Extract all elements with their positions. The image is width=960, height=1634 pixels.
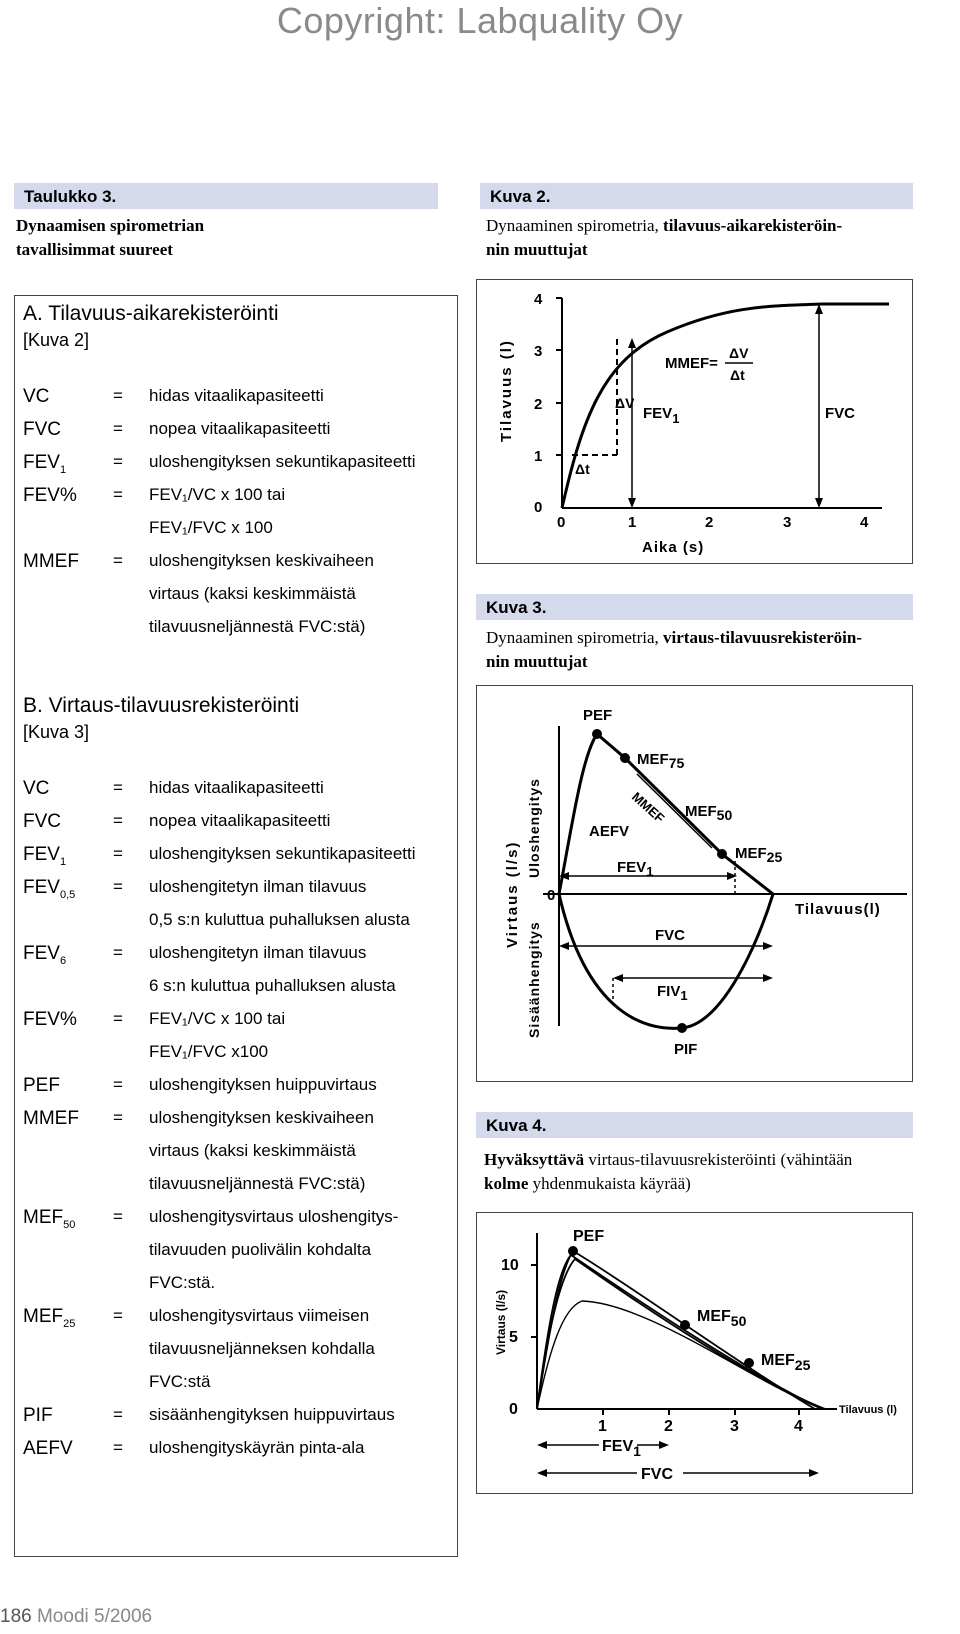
section-b-row (23, 1108, 453, 1132)
fig3-mef50-label: MEF50 (685, 803, 733, 823)
fig3-pif-label: PIF (674, 1041, 698, 1058)
fig2-caption (486, 214, 842, 262)
fig3-y-label-main: Virtaus (l/s) (504, 840, 521, 948)
equals-sign: = (113, 386, 123, 405)
fig4-caption (484, 1148, 852, 1196)
copyright-watermark: Copyright: Labquality Oy (276, 0, 684, 41)
term-label: FVC (23, 419, 61, 440)
equals-sign: = (113, 778, 123, 797)
fig2-caption-bold1: tilavuus-aikarekisteröin- (663, 216, 843, 235)
page-footer (0, 1606, 152, 1628)
term-description: uloshengityksen sekuntikapasiteetti (149, 452, 416, 471)
abbreviations-table (14, 295, 458, 1557)
section-a-row (23, 419, 453, 443)
table-header: Taulukko 3. (14, 183, 438, 209)
fig3-caption-bold1: virtaus-tilavuusrekisteröin- (663, 628, 862, 647)
fig2-chart (477, 280, 912, 563)
term-label: AEFV (23, 1438, 73, 1459)
term-description: nopea vitaalikapasiteetti (149, 811, 331, 830)
equals-sign: = (113, 943, 123, 962)
fig4-ytick-5: 5 (509, 1329, 518, 1346)
equals-sign: = (113, 1075, 123, 1094)
section-a-row (23, 386, 453, 410)
fig3-y-label-up: Uloshengitys (526, 778, 542, 878)
fig3-fvc-label: FVC (655, 927, 685, 944)
fig3-mef75-label: MEF75 (637, 751, 685, 771)
fig4-curve-2 (537, 1255, 822, 1409)
fig2-ytick-2: 2 (534, 396, 543, 413)
fig3-zero-label: 0 (547, 887, 556, 904)
section-a-row (23, 518, 453, 542)
term-description: uloshengityksen sekuntikapasiteetti (149, 844, 416, 863)
fig4-xtick-3: 3 (730, 1418, 739, 1435)
fig3-mef25-label: MEF25 (735, 845, 783, 865)
section-a-row (23, 584, 453, 608)
section-b-row (23, 976, 453, 1000)
fig3-chart (477, 686, 912, 1081)
fig2-xtick-1: 1 (628, 514, 637, 531)
fig4-xtick-4: 4 (794, 1418, 803, 1435)
fig4-tick-marks (531, 1265, 799, 1415)
page-number: 186 (0, 1606, 32, 1627)
fig4-caption-bold1: Hyväksyttävä (484, 1150, 585, 1169)
fig2-dt-label: Δt (575, 461, 590, 477)
term-label: FEV% (23, 485, 77, 506)
term-description: FEV₁/VC x 100 tai (149, 1009, 286, 1028)
term-label: MMEF (23, 1108, 79, 1129)
section-a-row (23, 452, 453, 476)
journal-name: Moodi 5/2006 (36, 1606, 153, 1627)
fig2-fvc-label: FVC (825, 405, 855, 422)
term-description: hidas vitaalikapasiteetti (149, 778, 324, 797)
fig3-aefv-label: AEFV (589, 823, 630, 840)
section-b-row (23, 1207, 453, 1231)
term-description: uloshengityksen huippuvirtaus (149, 1075, 377, 1094)
term-label: FEV% (23, 1009, 77, 1030)
fig2-ytick-4: 4 (534, 291, 543, 308)
equals-sign: = (113, 1405, 123, 1424)
fig3-caption-bold2: nin muuttujat (486, 652, 588, 671)
section-a-row (23, 485, 453, 509)
fig2-mmef-dt: Δt (730, 367, 745, 383)
fig4-fev1-label: FEV1 (602, 1438, 641, 1459)
term-description: nopea vitaalikapasiteetti (149, 419, 331, 438)
fig3-fev1-label: FEV1 (617, 859, 654, 879)
fig2-fev-label: FEV1 (643, 405, 680, 426)
equals-sign: = (113, 1207, 123, 1226)
term-label: MMEF (23, 551, 79, 572)
fig4-xtick-2: 2 (664, 1418, 673, 1435)
fig4-header: Kuva 4. (476, 1112, 913, 1138)
table-caption (16, 214, 204, 262)
section-b-row (23, 1339, 453, 1363)
fig2-ytick-1: 1 (534, 448, 543, 465)
fig4-mef25-label: MEF25 (761, 1352, 811, 1373)
fig2-xtick-4: 4 (860, 514, 869, 531)
fig2-x-label: Aika (s) (642, 539, 705, 556)
fig3-inspiratory-curve (559, 894, 773, 1028)
section-b-row (23, 910, 453, 934)
fig3-mmef-label: MMEF (628, 789, 668, 826)
term-description: uloshengityskäyrän pinta-ala (149, 1438, 365, 1457)
term-description: sisäänhengityksen huippuvirtaus (149, 1405, 395, 1424)
fig4-pef-label: PEF (573, 1228, 605, 1245)
term-description: uloshengityksen keskivaiheen (149, 551, 374, 570)
fig2-header: Kuva 2. (480, 183, 913, 209)
section-b-row (23, 1240, 453, 1264)
term-label: FVC (23, 811, 61, 832)
fig2-mmef-label: MMEF= (665, 355, 718, 372)
term-description: uloshengitetyn ilman tilavuus (149, 877, 367, 896)
section-b-row (23, 1042, 453, 1066)
section-b-ref: [Kuva 3] (23, 722, 90, 742)
term-description: uloshengitysvirtaus viimeisen (149, 1306, 370, 1325)
fig2-xtick-3: 3 (783, 514, 792, 531)
section-a-ref: [Kuva 2] (23, 330, 90, 350)
fig2-xtick-0: 0 (557, 514, 566, 531)
section-b-row (23, 778, 453, 802)
section-b-row (23, 844, 453, 868)
section-a-title: A. Tilavuus-aikarekisteröinti (23, 302, 279, 325)
fig2-caption-plain: Dynaaminen spirometria, (486, 216, 664, 235)
term-label: $MEF_{50}$ (23, 1207, 76, 1231)
term-description: 6 s:n kuluttua puhalluksen alusta (149, 976, 396, 995)
fig2-xtick-2: 2 (705, 514, 714, 531)
table-caption-line1: Dynaamisen spirometrian (16, 216, 205, 235)
section-b-row (23, 1009, 453, 1033)
equals-sign: = (113, 1108, 123, 1127)
term-description: tilavuusneljänneksen kohdalla (149, 1339, 375, 1358)
term-description: FVC:stä. (149, 1273, 216, 1292)
fig4-mef50-label: MEF50 (697, 1308, 747, 1329)
fig4-xtick-1: 1 (598, 1418, 607, 1435)
fig3-chart-box (476, 685, 913, 1082)
section-b-row (23, 877, 453, 901)
term-description: uloshengityksen keskivaiheen (149, 1108, 374, 1127)
equals-sign: = (113, 877, 123, 896)
fig3-x-label: Tilavuus(l) (795, 901, 881, 918)
term-label: PEF (23, 1075, 60, 1096)
fig4-caption-plain2: yhdenmukaista käyrää) (528, 1174, 691, 1193)
term-description: uloshengitetyn ilman tilavuus (149, 943, 367, 962)
term-label: $FEV_{0,5}$ (23, 877, 76, 901)
fig2-caption-bold2: nin muuttujat (486, 240, 588, 259)
fig4-chart (477, 1213, 912, 1493)
fig3-caption (486, 626, 862, 674)
section-b-row (23, 1405, 453, 1429)
equals-sign: = (113, 1438, 123, 1457)
fig2-ytick-3: 3 (534, 343, 543, 360)
fig4-fvc-label: FVC (641, 1466, 673, 1483)
fig2-y-label: Tilavuus (l) (498, 339, 515, 442)
fig3-fiv1-label: FIV1 (657, 983, 688, 1003)
term-description: FEV₁/VC x 100 tai (149, 485, 286, 504)
fig3-pef-label: PEF (583, 707, 613, 724)
term-description: hidas vitaalikapasiteetti (149, 386, 324, 405)
term-description: 0,5 s:n kuluttua puhalluksen alusta (149, 910, 410, 929)
fig4-chart-box (476, 1212, 913, 1494)
term-label: $MEF_{25}$ (23, 1306, 76, 1330)
section-b-row (23, 1174, 453, 1198)
equals-sign: = (113, 551, 123, 570)
fig4-caption-plain1: virtaus-tilavuusrekisteröinti (vähintään (584, 1150, 853, 1169)
section-a-row (23, 551, 453, 575)
section-b-row (23, 811, 453, 835)
fig2-chart-box (476, 279, 913, 564)
term-description: uloshengitysvirtaus uloshengitys- (149, 1207, 399, 1226)
equals-sign: = (113, 1009, 123, 1028)
term-description: FVC:stä (149, 1372, 211, 1391)
fig3-header: Kuva 3. (476, 594, 913, 620)
equals-sign: = (113, 485, 123, 504)
fig4-ytick-10: 10 (501, 1257, 519, 1274)
term-label: VC (23, 386, 50, 407)
equals-sign: = (113, 452, 123, 471)
term-description: FEV₁/FVC x 100 (149, 518, 273, 537)
term-description: virtaus (kaksi keskimmäistä (149, 1141, 356, 1160)
equals-sign: = (113, 1306, 123, 1325)
section-b-row (23, 1141, 453, 1165)
fig2-dv-label: ΔV (615, 395, 635, 411)
equals-sign: = (113, 811, 123, 830)
fig4-caption-bold2: kolme (484, 1174, 529, 1193)
term-description: FEV₁/FVC x100 (149, 1042, 269, 1061)
section-b-row (23, 1438, 453, 1462)
section-b-title: B. Virtaus-tilavuusrekisteröinti (23, 694, 300, 717)
fig4-ytick-0: 0 (509, 1401, 518, 1418)
section-b-row (23, 943, 453, 967)
term-description: tilavuusneljännestä FVC:stä) (149, 1174, 366, 1193)
fig4-x-label: Tilavuus (l) (839, 1404, 897, 1416)
fig3-caption-plain: Dynaaminen spirometria, (486, 628, 664, 647)
term-label: PIF (23, 1405, 53, 1426)
term-label: $FEV_6$ (23, 943, 67, 967)
term-description: virtaus (kaksi keskimmäistä (149, 584, 356, 603)
fig2-mmef-dv: ΔV (729, 345, 749, 361)
table-caption-line2: tavallisimmat suureet (16, 240, 173, 259)
section-b-row (23, 1075, 453, 1099)
section-b-row (23, 1273, 453, 1297)
fig4-curve-3 (537, 1259, 825, 1409)
term-description: tilavuusneljännestä FVC:stä) (149, 617, 366, 636)
term-label: VC (23, 778, 50, 799)
fig4-y-label: Virtaus (l/s) (494, 1289, 508, 1355)
fig2-ytick-0: 0 (534, 499, 543, 516)
term-label: $FEV_1$ (23, 844, 67, 868)
section-a-row (23, 617, 453, 641)
section-b-row (23, 1372, 453, 1396)
term-description: tilavuuden puolivälin kohdalta (149, 1240, 372, 1259)
section-b-row (23, 1306, 453, 1330)
term-label: $FEV_1$ (23, 452, 67, 476)
equals-sign: = (113, 844, 123, 863)
equals-sign: = (113, 419, 123, 438)
fig3-y-label-down: Sisäänhengitys (526, 921, 542, 1038)
